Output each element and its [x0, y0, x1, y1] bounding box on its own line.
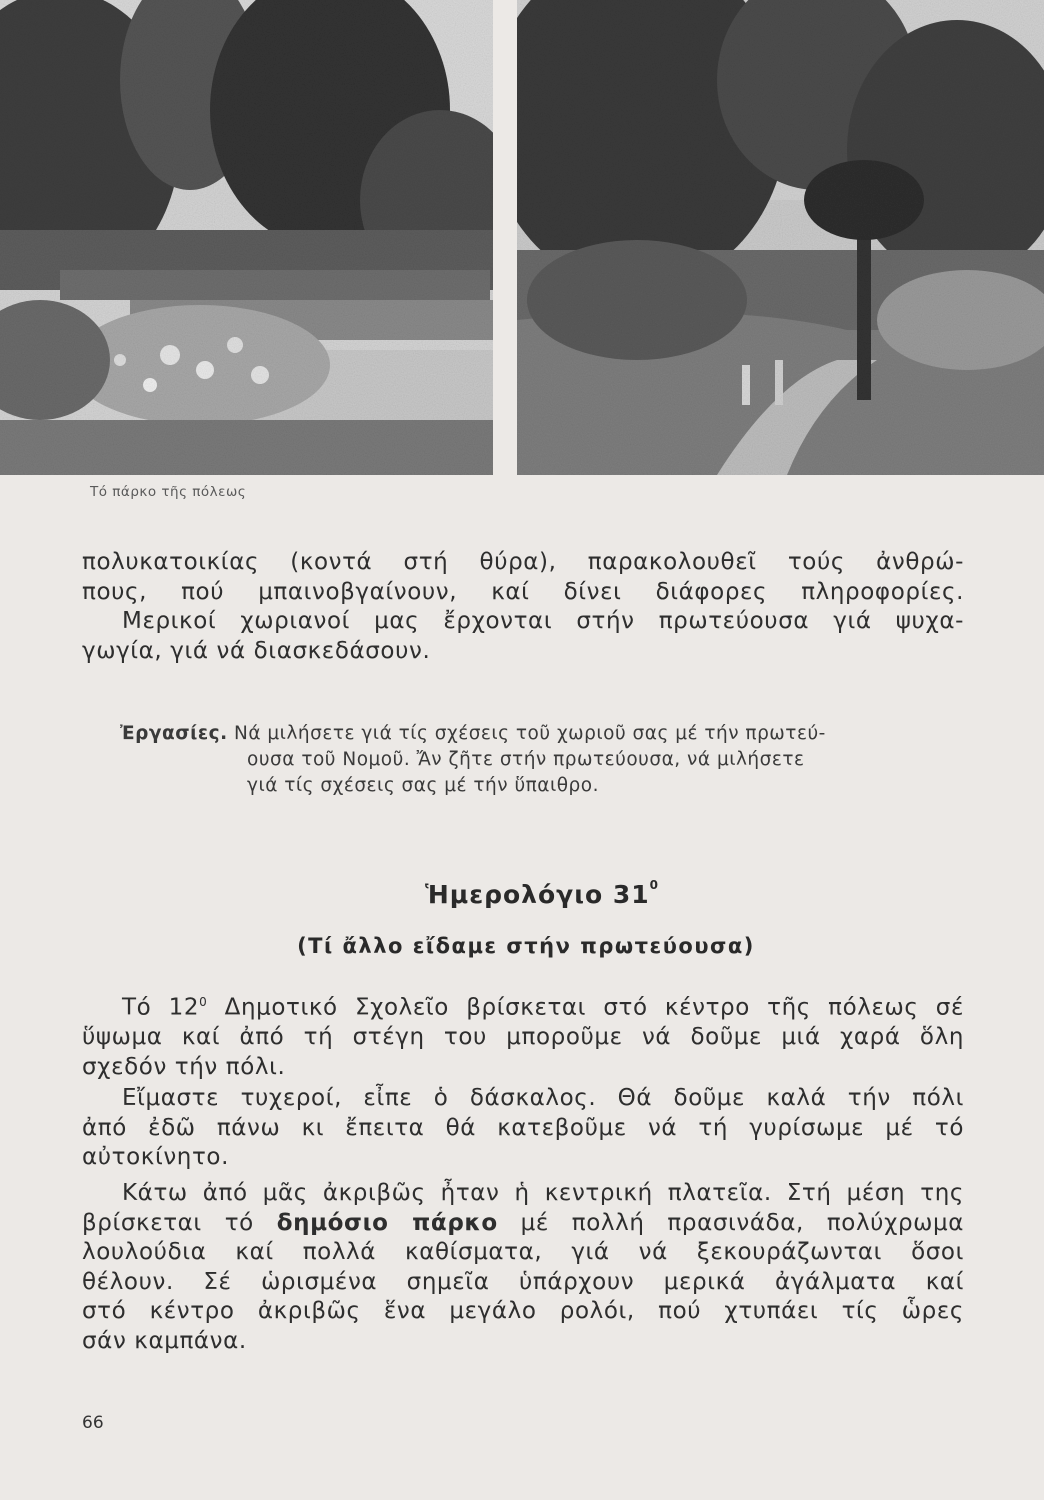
body-p1-line-1	[82, 988, 964, 1023]
diary-title	[0, 880, 1044, 909]
body-p3-line-1: Κάτω ἀπό μᾶς ἀκριβῶς ἦταν ἡ κεντρική πλατεῖα. Στή μέση της	[122, 1180, 964, 1206]
body-p3-line-5: στό κέντρο ἀκριβῶς ἕνα μεγάλο ρολόι, πού χτυπάει τίς ὧρες	[82, 1298, 964, 1324]
body-p3-line-2	[82, 1209, 964, 1239]
body-p1-line-3: σχεδόν τήν πόλι.	[82, 1053, 286, 1080]
intro-line-1: πολυκατοικίας (κοντά στή θύρα), παρακολουθεῖ τούς ἀνθρώ-	[82, 549, 964, 575]
park-photo-left	[0, 0, 493, 475]
body-p3-bold-term: δημόσιο πάρκο	[276, 1209, 498, 1236]
body-p2-line-2: ἀπό ἐδῶ πάνω κι ἔπειτα θά κατεβοῦμε νά τή γυρίσωμε μέ τό	[82, 1114, 964, 1141]
tasks-label: Ἐργασίες.	[120, 723, 228, 744]
intro-paragraph	[82, 548, 964, 666]
diary-subtitle: (Τί ἄλλο εἴδαμε στήν πρωτεύουσα)	[297, 934, 755, 958]
body-p2-line-1: Εἴμαστε τυχεροί, εἶπε ὁ δάσκαλος. Θά δοῦμε καλά τήν πόλι	[122, 1085, 964, 1111]
intro-line-2: πους, πού μπαινοβγαίνουν, καί δίνει διάφορες πληροφορίες.	[82, 578, 964, 605]
intro-line-3: Μερικοί χωριανοί μας ἔρχονται στήν πρωτεύουσα γιά ψυχα-	[122, 608, 964, 634]
page-number: 66	[82, 1413, 104, 1433]
body-p1-line-2: ὕψωμα καί ἀπό τή στέγη του μποροῦμε νά δοῦμε μιά χαρά ὅλη	[82, 1024, 964, 1051]
park-photo-left-image	[0, 0, 493, 475]
tasks-line-3: γιά τίς σχέσεις σας μέ τήν ὕπαιθρο.	[247, 775, 599, 796]
body-paragraph-3	[82, 1179, 964, 1356]
tasks-line-2: ουσα τοῦ Νομοῦ. Ἄν ζῆτε στήν πρωτεύουσα, νά μιλήσετε	[247, 749, 805, 770]
tasks-line-1	[120, 721, 940, 747]
park-photo-right	[517, 0, 1044, 475]
tasks-block	[120, 721, 940, 799]
tasks-text-1: Νά μιλήσετε γιά τίς σχέσεις τοῦ χωριοῦ σας μέ τήν πρωτεύ-	[234, 723, 826, 744]
body-p3-line-6: σάν καμπάνα.	[82, 1327, 247, 1354]
body-p1-text-a: Τό 12	[122, 994, 200, 1021]
body-p1-degree: 0	[199, 995, 208, 1009]
body-p3-text-a: βρίσκεται τό	[82, 1209, 277, 1236]
body-p2-line-3: αὐτοκίνητο.	[82, 1144, 229, 1170]
body-p1-text-b: Δημοτικό Σχολεῖο βρίσκεται στό κέντρο τῆς πόλεως σέ	[207, 994, 964, 1021]
body-p3-text-b: μέ πολλή πρασινάδα, πολύχρωμα	[497, 1209, 965, 1236]
park-photo-right-image	[517, 0, 1044, 475]
photo-caption: Τό πάρκο τῆς πόλεως	[90, 484, 247, 500]
body-paragraph-1	[82, 988, 964, 1082]
body-paragraph-2	[82, 1084, 964, 1173]
diary-title-text: Ἡμερολόγιο 31	[425, 880, 650, 909]
diary-title-degree: 0	[649, 878, 659, 892]
intro-line-4: γωγία, γιά νά διασκεδάσουν.	[82, 637, 431, 664]
body-p3-line-4: θέλουν. Σέ ὡρισμένα σημεῖα ὑπάρχουν μερικά ἀγάλματα καί	[82, 1268, 964, 1295]
body-p3-line-3: λουλούδια καί πολλά καθίσματα, γιά νά ξεκουράζωνται ὅσοι	[82, 1239, 964, 1265]
